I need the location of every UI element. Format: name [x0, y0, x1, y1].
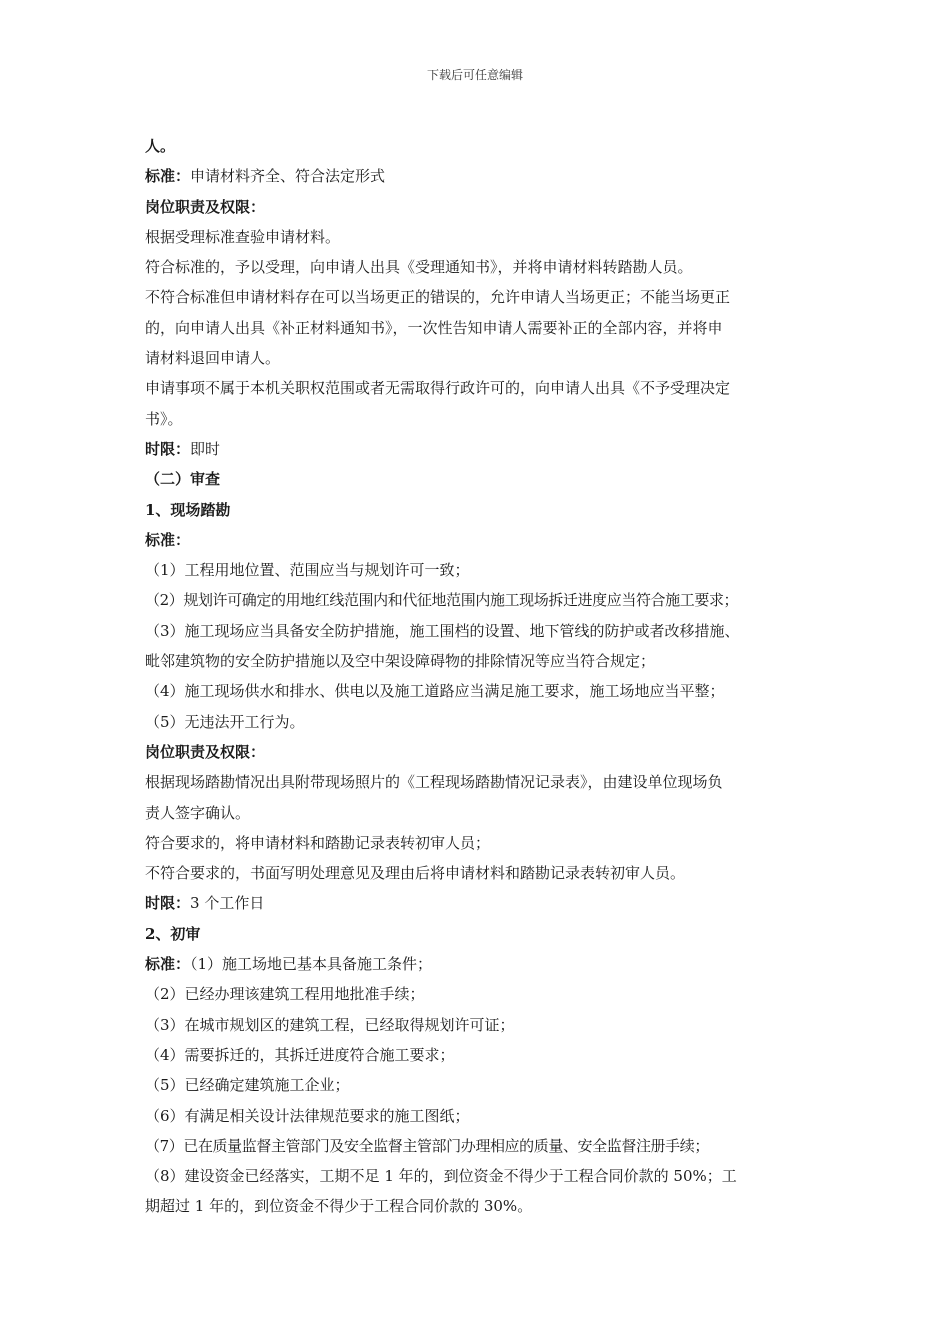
line-text: （3）施工现场应当具备安全防护措施，施工围档的设置、地下管线的防护或者改移措施、	[145, 621, 740, 640]
text-line	[145, 1131, 813, 1161]
line-text: 符合标准的，予以受理，向申请人出具《受理通知书》，并将申请材料转踏勘人员。	[145, 258, 693, 277]
text-line	[145, 979, 813, 1009]
bold-label: （二）审查	[145, 470, 221, 489]
line-text: （7）已在质量监督主管部门及安全监督主管部门办理相应的质量、安全监督注册手续；	[145, 1136, 709, 1155]
line-text: 根据受理标准查验申请材料。	[145, 227, 341, 246]
line-text: 毗邻建筑物的安全防护措施以及空中架设障碍物的排除情况等应当符合规定；	[145, 652, 656, 671]
text-line	[145, 434, 813, 464]
line-text: （5）无违法开工行为。	[145, 712, 305, 731]
line-text: （2）已经办理该建筑工程用地批准手续；	[145, 985, 425, 1004]
text-line	[145, 1191, 813, 1221]
text-line	[145, 616, 813, 646]
line-text: 的，向申请人出具《补正材料通知书》，一次性告知申请人需要补正的全部内容，并将申	[145, 318, 723, 337]
line-text: 申请事项不属于本机关职权范围或者无需取得行政许可的，向申请人出具《不予受理决定	[145, 379, 731, 398]
text-line	[145, 222, 813, 252]
line-text: （5）已经确定建筑施工企业；	[145, 1076, 350, 1095]
text-line	[145, 585, 813, 615]
line-text: （1）工程用地位置、范围应当与规划许可一致；	[145, 561, 470, 580]
text-line	[145, 343, 813, 373]
bold-label: 1、现场踏勘	[145, 500, 231, 519]
line-text: 书》。	[145, 409, 183, 428]
text-line	[145, 495, 813, 525]
text-line	[145, 707, 813, 737]
line-text: 3 个工作日	[190, 894, 265, 913]
text-line	[145, 1161, 813, 1191]
line-text: 不符合要求的，书面写明处理意见及理由后将申请材料和踏勘记录表转初审人员。	[145, 864, 686, 883]
text-line	[145, 737, 813, 767]
line-text: （6）有满足相关设计法律规范要求的施工图纸；	[145, 1106, 470, 1125]
line-text: （1）施工场地已基本具备施工条件；	[190, 955, 433, 974]
text-line	[145, 525, 813, 555]
text-line	[145, 767, 813, 797]
text-line	[145, 404, 813, 434]
bold-label: 岗位职责及权限：	[145, 197, 266, 216]
bold-label: 岗位职责及权限：	[145, 742, 266, 761]
bold-label: 标准：	[145, 955, 191, 974]
bold-label: 标准：	[145, 530, 191, 549]
text-line	[145, 1040, 813, 1070]
bold-label: 人。	[145, 137, 176, 155]
line-text: （3）在城市规划区的建筑工程，已经取得规划许可证；	[145, 1015, 515, 1034]
line-text: 根据现场踏勘情况出具附带现场照片的《工程现场踏勘情况记录表》，由建设单位现场负	[145, 773, 723, 792]
text-line	[145, 373, 813, 403]
line-text: （8）建设资金已经落实，工期不足 1 年的，到位资金不得少于工程合同价款的 50%；工	[145, 1167, 737, 1186]
text-line	[145, 919, 813, 949]
bold-label: 时限：	[145, 439, 191, 458]
text-line	[145, 464, 813, 494]
text-line	[145, 1010, 813, 1040]
text-line	[145, 131, 813, 161]
bold-label: 标准：	[145, 167, 191, 186]
line-text: 符合要求的，将申请材料和踏勘记录表转初审人员；	[145, 833, 491, 852]
line-text: 申请材料齐全、符合法定形式	[190, 167, 386, 186]
text-line	[145, 1101, 813, 1131]
text-line	[145, 828, 813, 858]
text-line	[145, 888, 813, 918]
line-text: 期超过 1 年的，到位资金不得少于工程合同价款的 30%。	[145, 1197, 533, 1216]
text-line	[145, 252, 813, 282]
document-body	[145, 131, 813, 1222]
line-text: 不符合标准但申请材料存在可以当场更正的错误的，允许申请人当场更正；不能当场更正	[145, 288, 731, 307]
text-line	[145, 676, 813, 706]
bold-label: 时限：	[145, 894, 191, 913]
line-text: 责人签字确认。	[145, 803, 251, 822]
text-line	[145, 858, 813, 888]
page-header: 下载后可任意编辑	[426, 68, 523, 82]
text-line	[145, 646, 813, 676]
text-line	[145, 949, 813, 979]
bold-label: 2、初审	[145, 924, 201, 943]
text-line	[145, 282, 813, 312]
line-text: （2）规划许可确定的用地红线范围内和代征地范围内施工现场拆迁进度应当符合施工要求；	[145, 591, 739, 610]
line-text: （4）施工现场供水和排水、供电以及施工道路应当满足施工要求，施工场地应当平整；	[145, 682, 725, 701]
text-line	[145, 161, 813, 191]
text-line	[145, 192, 813, 222]
line-text: 请材料退回申请人。	[145, 349, 281, 368]
line-text: 即时	[190, 439, 221, 458]
line-text: （4）需要拆迁的，其拆迁进度符合施工要求；	[145, 1045, 455, 1064]
text-line	[145, 313, 813, 343]
text-line	[145, 798, 813, 828]
text-line	[145, 555, 813, 585]
text-line	[145, 1070, 813, 1100]
